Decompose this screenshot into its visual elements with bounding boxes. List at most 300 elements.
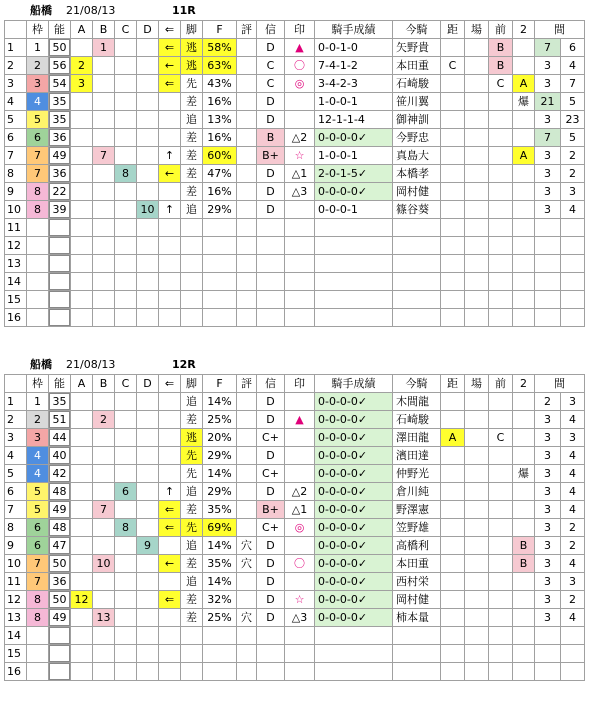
column-header: 2 — [513, 21, 535, 39]
interval-1-cell: 3 — [535, 555, 561, 573]
rating-cell — [237, 573, 257, 591]
ability-cell — [49, 255, 71, 273]
row-number: 1 — [5, 39, 27, 57]
blank-cell — [393, 645, 441, 663]
trust-cell: C+ — [257, 429, 285, 447]
blank-cell — [93, 645, 115, 663]
blank-cell — [513, 219, 535, 237]
jockey-name-cell: 本橋孝 — [393, 165, 441, 183]
col-b-cell — [93, 573, 115, 591]
arrow-cell: ⇐ — [159, 591, 181, 609]
previous-cell — [489, 393, 513, 411]
jockey-record-cell: 1-0-0-1 — [315, 147, 393, 165]
table-row[interactable] — [5, 93, 585, 111]
ability-cell — [49, 273, 71, 291]
distance-cell — [441, 501, 465, 519]
col-a-cell — [71, 573, 93, 591]
interval-1-cell: 3 — [535, 447, 561, 465]
blank-cell — [93, 255, 115, 273]
blank-cell — [257, 291, 285, 309]
table-row[interactable] — [5, 573, 585, 591]
mark-cell — [285, 111, 315, 129]
rating-cell — [237, 465, 257, 483]
column-header: ⇐ — [159, 21, 181, 39]
interval-2-cell: 2 — [561, 147, 585, 165]
blank-cell — [181, 255, 203, 273]
previous-cell — [489, 93, 513, 111]
previous-cell — [489, 591, 513, 609]
trust-cell: D — [257, 591, 285, 609]
table-row[interactable] — [5, 447, 585, 465]
style-cell: 追 — [181, 111, 203, 129]
column-header: D — [137, 375, 159, 393]
ability-cell — [49, 39, 71, 57]
blank-cell — [441, 663, 465, 681]
jockey-name-cell: 笠野雄 — [393, 519, 441, 537]
style-cell: 差 — [181, 609, 203, 627]
column-header: 距 — [441, 21, 465, 39]
arrow-cell: ↑ — [159, 201, 181, 219]
trust-cell: D — [257, 111, 285, 129]
interval-2-cell: 4 — [561, 609, 585, 627]
blank-cell — [465, 291, 489, 309]
mark-cell: △1 — [285, 165, 315, 183]
column-header — [5, 21, 27, 39]
trust-cell: C — [257, 57, 285, 75]
col-a-cell: 12 — [71, 591, 93, 609]
blank-cell — [561, 291, 585, 309]
blank-cell — [285, 219, 315, 237]
blank-cell — [159, 309, 181, 327]
col-a-cell: 3 — [71, 75, 93, 93]
row-number: 1 — [5, 393, 27, 411]
row-number: 11 — [5, 219, 27, 237]
race-number: 12R — [172, 358, 196, 371]
jockey-record-cell: 0-0-0-0✓ — [315, 411, 393, 429]
col-d-cell — [137, 465, 159, 483]
f-percent-cell: 14% — [203, 465, 237, 483]
ability-value: 49 — [49, 501, 70, 518]
ability-value — [49, 627, 70, 644]
track-cell — [465, 573, 489, 591]
blank-cell — [27, 291, 49, 309]
trust-cell: D — [257, 93, 285, 111]
track-cell — [465, 555, 489, 573]
ability-value: 22 — [49, 183, 70, 200]
blank-cell — [181, 309, 203, 327]
jockey-record-cell: 0-0-0-0✓ — [315, 447, 393, 465]
mark-cell — [285, 465, 315, 483]
interval-2-cell: 3 — [561, 573, 585, 591]
blank-cell — [137, 627, 159, 645]
mark-cell — [285, 447, 315, 465]
blank-cell — [159, 663, 181, 681]
table-row[interactable] — [5, 555, 585, 573]
track-cell — [465, 483, 489, 501]
col-d-cell — [137, 429, 159, 447]
blank-cell — [489, 309, 513, 327]
race-header — [0, 356, 600, 374]
arrow-cell: ⇐ — [159, 519, 181, 537]
f-percent-cell: 29% — [203, 447, 237, 465]
previous-cell — [489, 183, 513, 201]
rating-cell — [237, 39, 257, 57]
f-percent-cell: 47% — [203, 165, 237, 183]
style-cell: 先 — [181, 447, 203, 465]
col-c-cell — [115, 465, 137, 483]
interval-1-cell: 3 — [535, 165, 561, 183]
waku-cell: 7 — [27, 165, 49, 183]
style-cell: 逃 — [181, 429, 203, 447]
blank-cell — [315, 627, 393, 645]
style-cell: 先 — [181, 519, 203, 537]
jockey-record-cell: 0-0-0-0✓ — [315, 129, 393, 147]
blank-cell — [115, 219, 137, 237]
waku-cell: 2 — [27, 57, 49, 75]
style-cell: 逃 — [181, 39, 203, 57]
trust-cell: D — [257, 447, 285, 465]
previous-cell — [489, 501, 513, 519]
waku-cell: 4 — [27, 465, 49, 483]
col-a-cell — [71, 129, 93, 147]
style-cell: 追 — [181, 201, 203, 219]
table-row[interactable] — [5, 147, 585, 165]
waku-cell: 7 — [27, 555, 49, 573]
col-d-cell — [137, 393, 159, 411]
ability-cell — [49, 165, 71, 183]
trust-cell: B — [257, 129, 285, 147]
blank-cell — [71, 237, 93, 255]
blank-cell — [489, 273, 513, 291]
blank-cell — [115, 627, 137, 645]
previous-cell: B — [489, 39, 513, 57]
row-number: 7 — [5, 147, 27, 165]
ability-cell — [49, 663, 71, 681]
blank-cell — [465, 219, 489, 237]
ability-cell — [49, 645, 71, 663]
track-cell — [465, 111, 489, 129]
distance-cell — [441, 591, 465, 609]
rating-cell — [237, 501, 257, 519]
col-a-cell — [71, 447, 93, 465]
table-row[interactable] — [5, 111, 585, 129]
arrow-cell — [159, 609, 181, 627]
blank-cell — [561, 273, 585, 291]
column-header: F — [203, 375, 237, 393]
blank-cell — [441, 309, 465, 327]
distance-cell — [441, 555, 465, 573]
track-cell — [465, 129, 489, 147]
column-header: 場 — [465, 375, 489, 393]
blank-cell — [181, 627, 203, 645]
jockey-record-cell: 0-0-0-0✓ — [315, 483, 393, 501]
table-row[interactable] — [5, 519, 585, 537]
table-row[interactable] — [5, 411, 585, 429]
table-row[interactable] — [5, 201, 585, 219]
blank-cell — [465, 273, 489, 291]
blank-cell — [393, 663, 441, 681]
rating-cell: 穴 — [237, 609, 257, 627]
arrow-cell — [159, 573, 181, 591]
venue-label: 船橋 — [30, 358, 52, 371]
distance-cell — [441, 165, 465, 183]
blank-cell — [203, 645, 237, 663]
arrow-cell: ← — [159, 555, 181, 573]
rating-cell — [237, 447, 257, 465]
blank-cell — [561, 219, 585, 237]
second-cell — [513, 591, 535, 609]
row-number: 3 — [5, 75, 27, 93]
ability-cell — [49, 411, 71, 429]
blank-cell — [159, 645, 181, 663]
interval-2-cell: 23 — [561, 111, 585, 129]
column-header: 前 — [489, 21, 513, 39]
blank-cell — [71, 255, 93, 273]
mark-cell: △3 — [285, 609, 315, 627]
f-percent-cell: 29% — [203, 483, 237, 501]
style-cell: 先 — [181, 75, 203, 93]
empty-row — [5, 291, 585, 309]
col-c-cell — [115, 111, 137, 129]
entry-table — [4, 20, 585, 327]
blank-cell — [285, 273, 315, 291]
column-header: 脚 — [181, 21, 203, 39]
col-d-cell — [137, 519, 159, 537]
style-cell: 差 — [181, 501, 203, 519]
blank-cell — [181, 219, 203, 237]
table-row[interactable] — [5, 39, 585, 57]
blank-cell — [489, 645, 513, 663]
row-number: 15 — [5, 645, 27, 663]
blank-cell — [535, 645, 561, 663]
table-row[interactable] — [5, 591, 585, 609]
ability-cell — [49, 219, 71, 237]
col-b-cell — [93, 183, 115, 201]
ability-cell — [49, 393, 71, 411]
jockey-name-cell: 濱田達 — [393, 447, 441, 465]
col-b-cell: 7 — [93, 501, 115, 519]
second-cell: A — [513, 75, 535, 93]
col-a-cell — [71, 111, 93, 129]
blank-cell — [237, 255, 257, 273]
column-header: C — [115, 375, 137, 393]
blank-cell — [441, 273, 465, 291]
distance-cell — [441, 483, 465, 501]
f-percent-cell: 16% — [203, 183, 237, 201]
col-d-cell: 10 — [137, 201, 159, 219]
blank-cell — [285, 663, 315, 681]
arrow-cell — [159, 411, 181, 429]
blank-cell — [71, 663, 93, 681]
waku-cell: 4 — [27, 93, 49, 111]
row-number: 8 — [5, 519, 27, 537]
style-cell: 差 — [181, 165, 203, 183]
ability-value: 39 — [49, 201, 70, 218]
interval-1-cell: 3 — [535, 501, 561, 519]
blank-cell — [441, 291, 465, 309]
trust-cell: D — [257, 411, 285, 429]
blank-cell — [393, 291, 441, 309]
blank-cell — [93, 219, 115, 237]
trust-cell: D — [257, 483, 285, 501]
interval-1-cell: 3 — [535, 411, 561, 429]
row-number: 15 — [5, 291, 27, 309]
column-header: 評 — [237, 375, 257, 393]
interval-2-cell: 5 — [561, 93, 585, 111]
table-header-row — [5, 375, 585, 393]
blank-cell — [465, 645, 489, 663]
column-header: 印 — [285, 375, 315, 393]
blank-cell — [513, 273, 535, 291]
ability-value: 36 — [49, 573, 70, 590]
distance-cell — [441, 129, 465, 147]
blank-cell — [137, 309, 159, 327]
second-cell — [513, 39, 535, 57]
blank-cell — [257, 255, 285, 273]
distance-cell — [441, 111, 465, 129]
blank-cell — [27, 219, 49, 237]
interval-1-cell: 3 — [535, 57, 561, 75]
track-cell — [465, 393, 489, 411]
row-number: 6 — [5, 129, 27, 147]
col-c-cell — [115, 537, 137, 555]
previous-cell — [489, 465, 513, 483]
blank-cell — [489, 237, 513, 255]
jockey-record-cell: 0-0-0-0✓ — [315, 519, 393, 537]
table-row[interactable] — [5, 609, 585, 627]
arrow-cell: ⇐ — [159, 39, 181, 57]
jockey-name-cell: 仲野光 — [393, 465, 441, 483]
second-cell — [513, 573, 535, 591]
col-b-cell — [93, 75, 115, 93]
table-row[interactable] — [5, 165, 585, 183]
jockey-record-cell: 0-0-0-0✓ — [315, 183, 393, 201]
empty-row — [5, 273, 585, 291]
waku-cell: 7 — [27, 147, 49, 165]
row-number: 3 — [5, 429, 27, 447]
distance-cell — [441, 573, 465, 591]
empty-row — [5, 237, 585, 255]
f-percent-cell: 69% — [203, 519, 237, 537]
arrow-cell — [159, 129, 181, 147]
ability-value — [49, 645, 70, 662]
second-cell: A — [513, 147, 535, 165]
table-row[interactable] — [5, 75, 585, 93]
table-row[interactable] — [5, 429, 585, 447]
blank-cell — [93, 627, 115, 645]
track-cell — [465, 165, 489, 183]
col-d-cell — [137, 447, 159, 465]
track-cell — [465, 183, 489, 201]
table-row[interactable] — [5, 465, 585, 483]
style-cell: 差 — [181, 183, 203, 201]
jockey-name-cell: 柿本量 — [393, 609, 441, 627]
column-header: B — [93, 21, 115, 39]
col-c-cell: 8 — [115, 519, 137, 537]
rating-cell — [237, 147, 257, 165]
row-number: 10 — [5, 555, 27, 573]
second-cell — [513, 57, 535, 75]
mark-cell: ▲ — [285, 411, 315, 429]
blank-cell — [159, 255, 181, 273]
f-percent-cell: 25% — [203, 411, 237, 429]
blank-cell — [93, 237, 115, 255]
blank-cell — [393, 627, 441, 645]
blank-cell — [315, 273, 393, 291]
blank-cell — [393, 219, 441, 237]
interval-2-cell: 4 — [561, 447, 585, 465]
arrow-cell: ↑ — [159, 483, 181, 501]
blank-cell — [137, 645, 159, 663]
col-a-cell — [71, 519, 93, 537]
interval-2-cell: 5 — [561, 129, 585, 147]
col-c-cell — [115, 393, 137, 411]
ability-value: 51 — [49, 411, 70, 428]
style-cell: 逃 — [181, 57, 203, 75]
jockey-record-cell: 0-0-0-0✓ — [315, 393, 393, 411]
blank-cell — [237, 291, 257, 309]
previous-cell — [489, 147, 513, 165]
ability-value — [49, 309, 70, 326]
previous-cell — [489, 537, 513, 555]
col-c-cell — [115, 75, 137, 93]
interval-2-cell: 3 — [561, 429, 585, 447]
mark-cell: 〇 — [285, 555, 315, 573]
second-cell: 爆 — [513, 465, 535, 483]
ability-value: 35 — [49, 111, 70, 128]
col-d-cell — [137, 147, 159, 165]
col-a-cell — [71, 537, 93, 555]
blank-cell — [137, 291, 159, 309]
blank-cell — [441, 237, 465, 255]
blank-cell — [489, 219, 513, 237]
second-cell — [513, 411, 535, 429]
previous-cell: C — [489, 429, 513, 447]
table-row[interactable] — [5, 57, 585, 75]
column-header: 信 — [257, 375, 285, 393]
col-d-cell — [137, 75, 159, 93]
second-cell — [513, 483, 535, 501]
table-row[interactable] — [5, 129, 585, 147]
ability-value: 48 — [49, 519, 70, 536]
blank-cell — [489, 255, 513, 273]
row-number: 12 — [5, 237, 27, 255]
previous-cell — [489, 483, 513, 501]
blank-cell — [237, 237, 257, 255]
table-row[interactable] — [5, 501, 585, 519]
waku-cell: 7 — [27, 573, 49, 591]
mark-cell: ◎ — [285, 75, 315, 93]
arrow-cell: ← — [159, 57, 181, 75]
blank-cell — [237, 219, 257, 237]
jockey-name-cell: 倉川純 — [393, 483, 441, 501]
col-b-cell — [93, 519, 115, 537]
table-row[interactable] — [5, 537, 585, 555]
table-row[interactable] — [5, 393, 585, 411]
distance-cell: A — [441, 429, 465, 447]
track-cell — [465, 501, 489, 519]
distance-cell — [441, 411, 465, 429]
col-b-cell — [93, 591, 115, 609]
blank-cell — [27, 255, 49, 273]
table-row[interactable] — [5, 183, 585, 201]
ability-cell — [49, 75, 71, 93]
table-row[interactable] — [5, 483, 585, 501]
blank-cell — [535, 237, 561, 255]
blank-cell — [203, 627, 237, 645]
ability-cell — [49, 129, 71, 147]
col-d-cell — [137, 609, 159, 627]
